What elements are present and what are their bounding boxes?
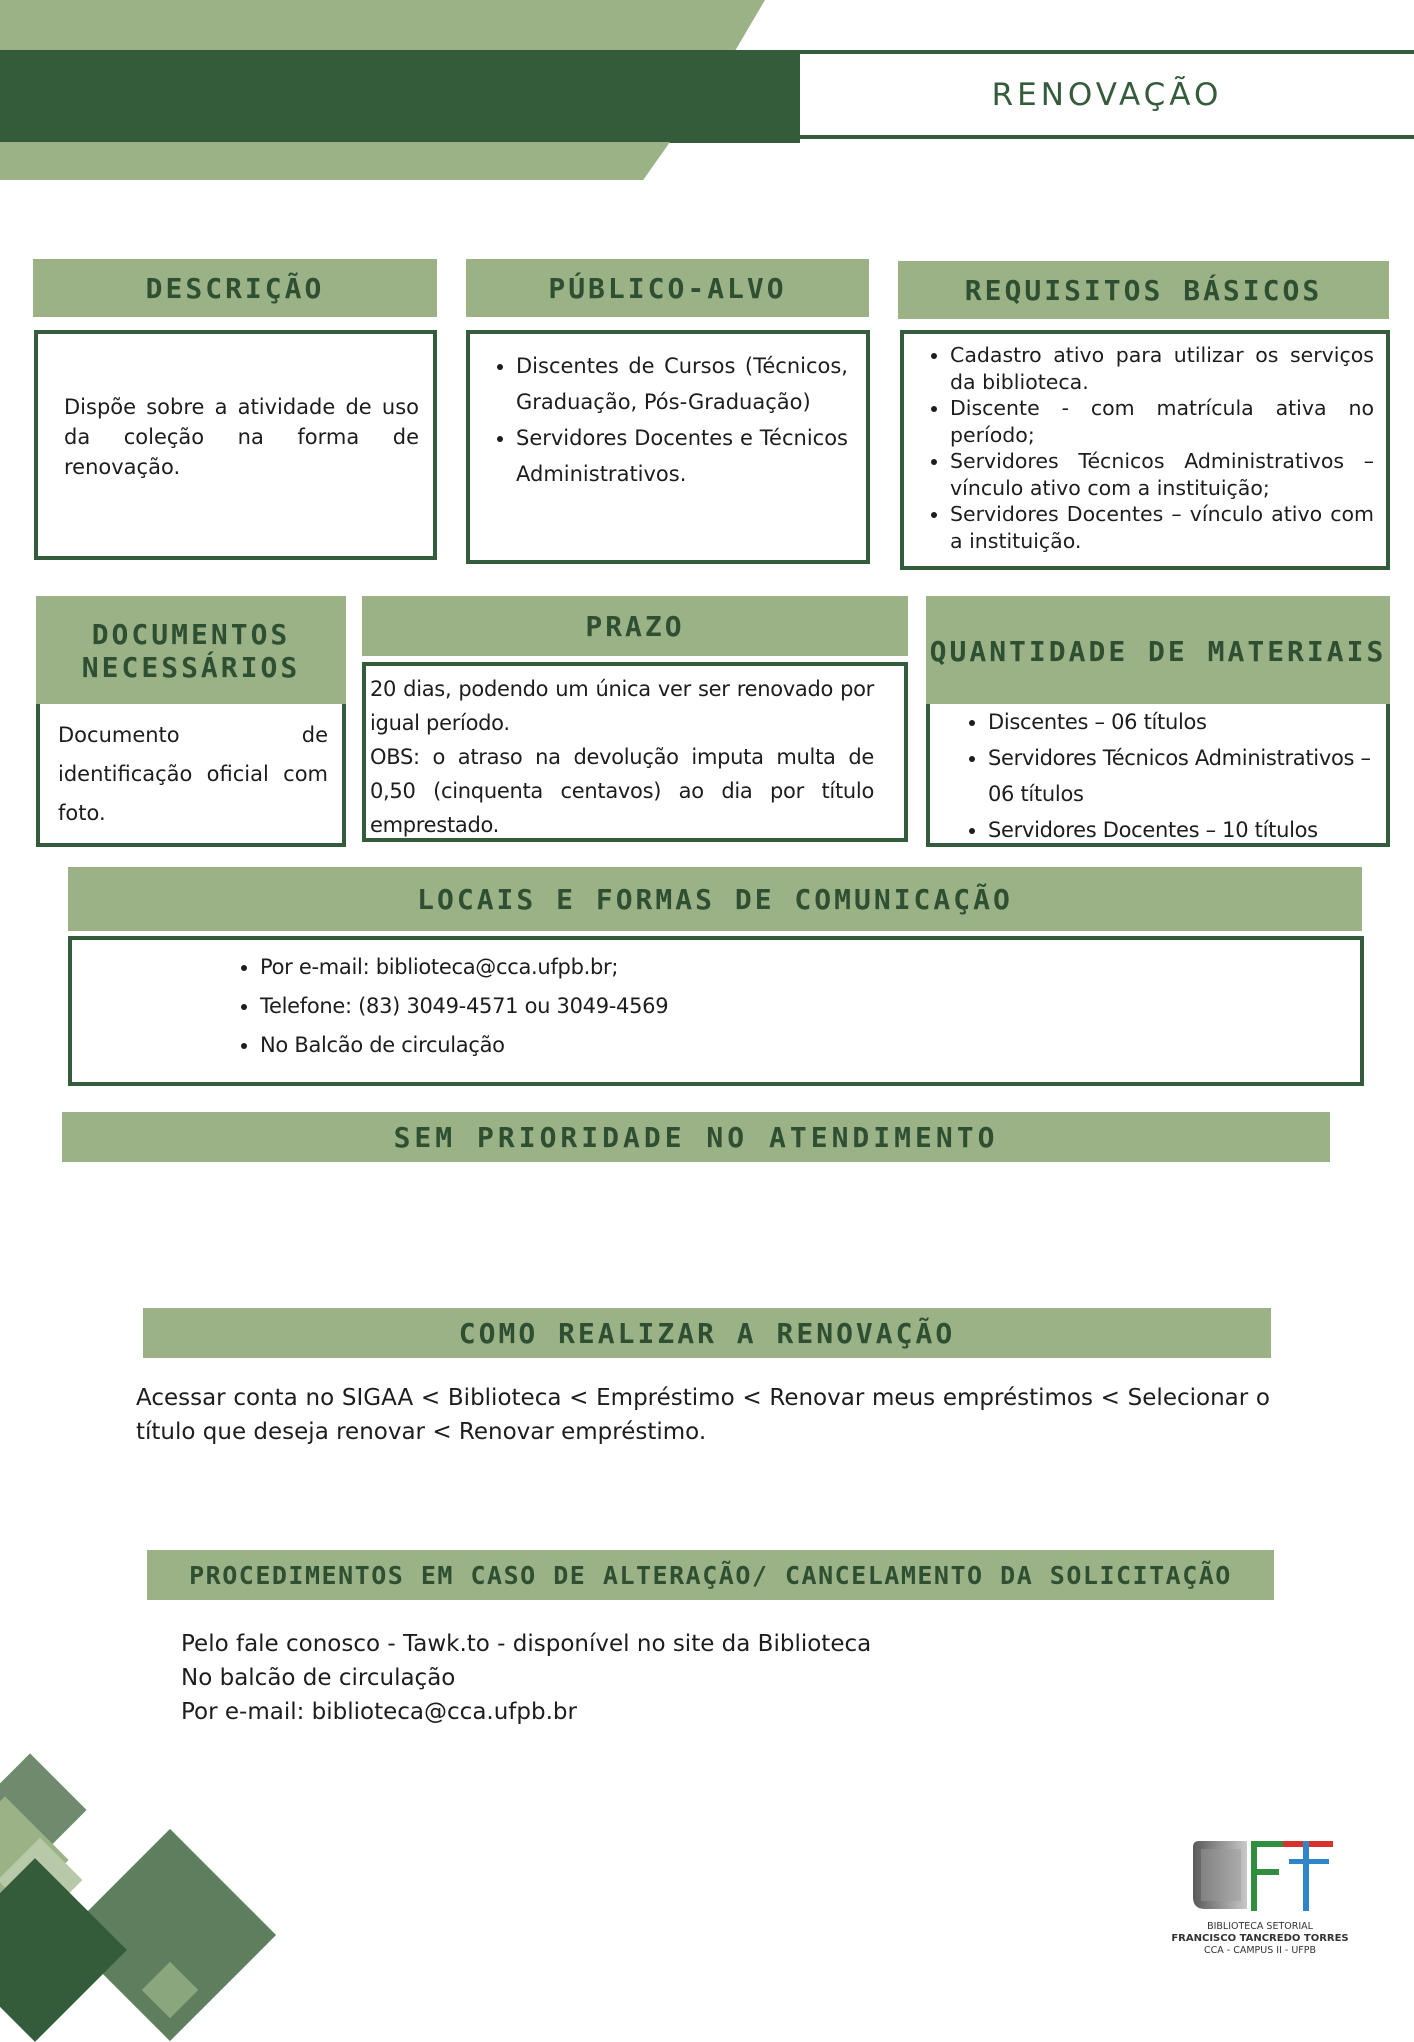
library-logo-icon xyxy=(1165,1835,1355,1917)
documentos-heading-line1: DOCUMENTOS xyxy=(91,618,291,651)
locais-box xyxy=(68,936,1364,1086)
list-item: • Servidores Docentes – 10 títulos xyxy=(988,812,1382,848)
list-item: • Servidores Docentes – vínculo ativo com a instituição. xyxy=(950,501,1374,554)
header-band-top xyxy=(0,0,765,52)
quantidade-heading: QUANTIDADE DE MATERIAIS xyxy=(926,596,1390,706)
page-title: RENOVAÇÃO xyxy=(991,76,1223,113)
list-item: • Discentes de Cursos (Técnicos, Graduação, Pós-Graduação) xyxy=(516,348,848,420)
list-item: • Discentes – 06 títulos xyxy=(988,704,1382,740)
prazo-box xyxy=(362,662,908,842)
prazo-heading: PRAZO xyxy=(362,596,908,656)
locais-heading: LOCAIS E FORMAS DE COMUNICAÇÃO xyxy=(68,867,1362,931)
procedimentos-line: Pelo fale conosco - Tawk.to - disponível no site da Biblioteca xyxy=(181,1631,872,1657)
logo-line3: CCA - CAMPUS II - UFPB xyxy=(1203,1945,1317,1956)
procedimentos-line: Por e-mail: biblioteca@cca.ufpb.br xyxy=(181,1699,577,1725)
quantidade-box xyxy=(926,704,1390,847)
como-heading: COMO REALIZAR A RENOVAÇÃO xyxy=(143,1308,1271,1358)
library-logo xyxy=(1165,1835,1355,1955)
descricao-text: Dispõe sobre a atividade de uso da coleção na forma de renovação. xyxy=(64,395,419,479)
list-item: • Servidores Docentes e Técnicos Administrativos. xyxy=(516,420,848,492)
list-item: • Por e-mail: biblioteca@cca.ufpb.br; xyxy=(260,948,1360,987)
list-item: • Telefone: (83) 3049-4571 ou 3049-4569 xyxy=(260,987,1360,1026)
list-item: • Discente - com matrícula ativa no período; xyxy=(950,395,1374,448)
documentos-text: Documento de identificação oficial com foto. xyxy=(58,723,328,825)
logo-line2: FRANCISCO TANCREDO TORRES xyxy=(1171,1933,1349,1944)
publico-heading: PÚBLICO-ALVO xyxy=(466,259,869,317)
publico-box xyxy=(466,330,870,564)
documentos-box xyxy=(36,704,346,847)
documentos-heading xyxy=(36,596,346,706)
requisitos-box xyxy=(900,330,1390,570)
procedimentos-lines xyxy=(181,1627,1181,1729)
prazo-text-1: 20 dias, podendo um única ver ser renovado por igual período. xyxy=(370,677,874,735)
requisitos-heading: REQUISITOS BÁSICOS xyxy=(898,261,1389,319)
list-item: • No Balcão de circulação xyxy=(260,1026,1360,1065)
title-box xyxy=(800,50,1414,139)
list-item: • Cadastro ativo para utilizar os serviços da biblioteca. xyxy=(950,342,1374,395)
procedimentos-line: No balcão de circulação xyxy=(181,1665,456,1691)
prazo-text-2: OBS: o atraso na devolução imputa multa de 0,50 (cinquenta centavos) ao dia por título emprestado. xyxy=(370,745,874,837)
requisitos-list xyxy=(922,342,1374,554)
list-item: • Servidores Técnicos Administrativos – vínculo ativo com a instituição; xyxy=(950,448,1374,501)
procedimentos-heading: PROCEDIMENTOS EM CASO DE ALTERAÇÃO/ CANCELAMENTO DA SOLICITAÇÃO xyxy=(147,1550,1274,1600)
documentos-heading-line2: NECESSÁRIOS xyxy=(81,651,301,684)
list-item: • Servidores Técnicos Administrativos – 06 títulos xyxy=(988,740,1382,812)
descricao-heading: DESCRIÇÃO xyxy=(33,259,437,317)
descricao-box xyxy=(34,330,437,560)
header-band-bottom xyxy=(0,142,670,180)
como-text: Acessar conta no SIGAA < Biblioteca < Empréstimo < Renovar meus empréstimos < Selecionar o título que deseja renovar < Renovar empréstimo. xyxy=(136,1385,1270,1445)
header-band-dark xyxy=(0,50,800,143)
decor-diamond xyxy=(0,1858,127,2042)
publico-list xyxy=(488,348,848,492)
prioridade-heading: SEM PRIORIDADE NO ATENDIMENTO xyxy=(62,1112,1330,1162)
quantidade-list xyxy=(960,704,1382,848)
logo-line1: BIBLIOTECA SETORIAL xyxy=(1207,1921,1313,1932)
locais-list xyxy=(232,948,1360,1065)
